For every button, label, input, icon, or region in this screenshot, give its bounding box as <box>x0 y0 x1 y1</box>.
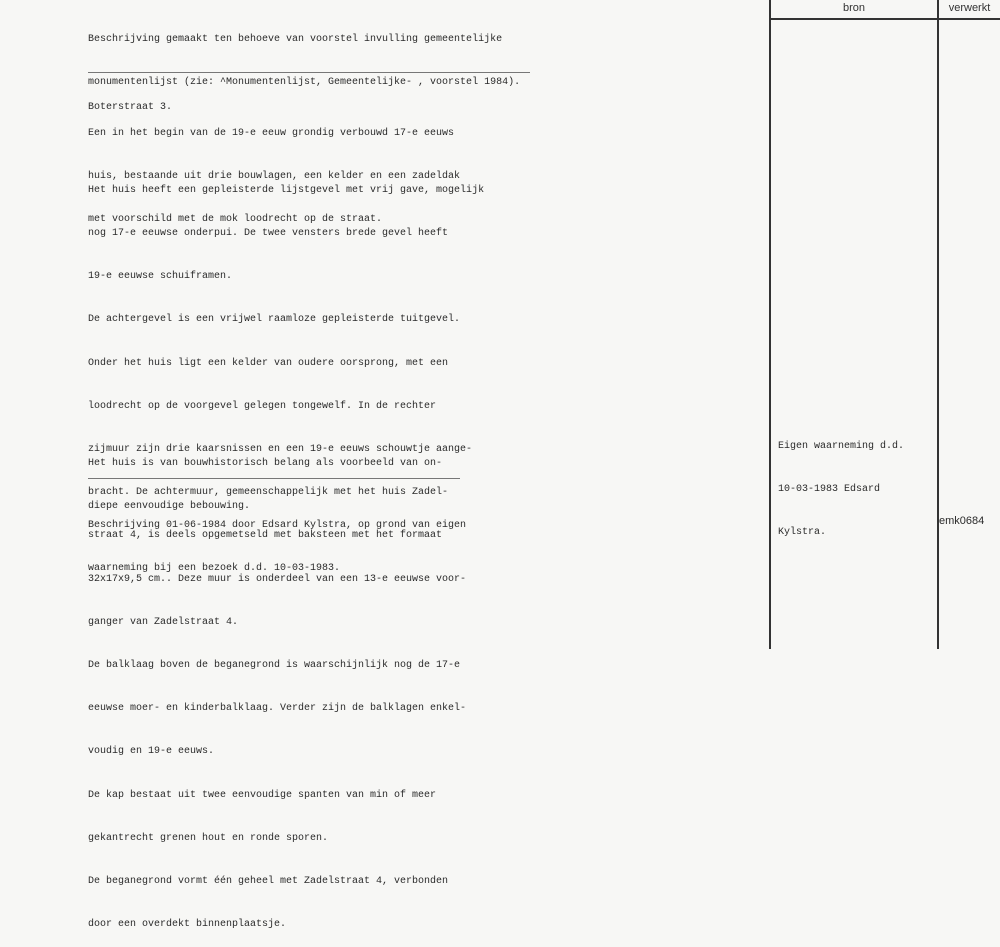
text-line: waarneming bij een bezoek d.d. 10-03-1983. <box>88 563 341 575</box>
text-line: diepe eenvoudige bebouwing. <box>88 501 251 513</box>
text-line: Beschrijving gemaakt ten behoeve van voorstel invulling gemeentelijke <box>88 33 503 45</box>
text-line: monumentenlijst (zie: ^Monumentenlijst, Gemeentelijke- , voorstel 1984). <box>88 77 521 89</box>
text-line: gekantrecht grenen hout en ronde sporen. <box>88 832 329 844</box>
text-line: Beschrijving 01-06-1984 door Edsard Kylstra, op grond van eigen <box>88 519 467 531</box>
text-line: met voorschild met de mok loodrecht op de straat. <box>88 214 383 226</box>
text-line: straat 4, is deels opgemetseld met baksteen met het formaat <box>88 530 443 542</box>
text-line: Eigen waarneming d.d. <box>778 440 905 452</box>
text-line: Een in het begin van de 19-e eeuw grondig verbouwd 17-e eeuws <box>88 127 455 139</box>
text-line: loodrecht op de voorgevel gelegen tongewelf. In de rechter <box>88 400 437 412</box>
text-line: voudig en 19-e eeuws. <box>88 746 215 758</box>
text-line: zijmuur zijn drie kaarsnissen en een 19-e eeuws schouwtje aange- <box>88 444 473 456</box>
text-line: De achtergevel is een vrijwel raamloze gepleisterde tuitgevel. <box>88 314 461 326</box>
text-line: De kap bestaat uit twee eenvoudige spanten van min of meer <box>88 789 437 801</box>
divider <box>88 478 460 479</box>
text-line: De balklaag boven de beganegrond is waarschijnlijk nog de 17-e <box>88 660 461 672</box>
text-line: huis, bestaande uit drie bouwlagen, een kelder en een zadeldak <box>88 171 461 183</box>
text-line: 32x17x9,5 cm.. Deze muur is onderdeel van een 13-e eeuwse voor- <box>88 573 467 585</box>
text-line: Het huis is van bouwhistorisch belang als voorbeeld van on- <box>88 457 443 469</box>
column-header-verwerkt: verwerkt <box>948 2 991 14</box>
text-line: door een overdekt binnenplaatsje. <box>88 919 287 931</box>
text-line: 10-03-1983 Edsard <box>778 484 881 496</box>
text-line: Kylstra. <box>778 527 827 539</box>
text-line: De beganegrond vormt één geheel met Zadelstraat 4, verbonden <box>88 876 449 888</box>
column-border <box>769 0 771 649</box>
address: Boterstraat 3. <box>88 101 173 113</box>
column-border <box>937 0 939 649</box>
footer-text <box>88 490 466 591</box>
text-line: Het huis heeft een gepleisterde lijstgevel met vrij gave, mogelijk <box>88 184 485 196</box>
bron-entry <box>778 411 904 555</box>
text-line: nog 17-e eeuwse onderpui. De twee vensters brede gevel heeft <box>88 228 449 240</box>
verwerkt-entry: emk0684 <box>939 515 985 527</box>
text-line: ganger van Zadelstraat 4. <box>88 616 239 628</box>
text-line: eeuwse moer- en kinderbalklaag. Verder zijn de balklagen enkel- <box>88 703 467 715</box>
column-header-bron: bron <box>842 2 866 14</box>
text-line: Onder het huis ligt een kelder van oudere oorsprong, met een <box>88 357 449 369</box>
text-line: bracht. De achtermuur, gemeenschappelijk met het huis Zadel- <box>88 487 449 499</box>
header-border <box>770 18 1000 20</box>
text-line: 19-e eeuwse schuiframen. <box>88 271 233 283</box>
